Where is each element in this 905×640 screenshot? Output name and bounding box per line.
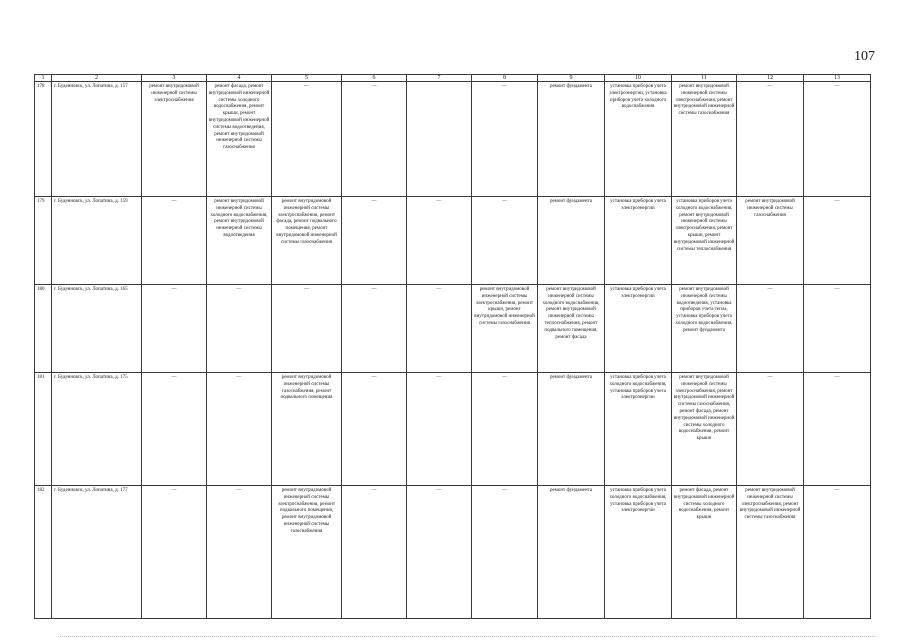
works-cell: — — [342, 373, 407, 486]
works-cell: ремонт фундамента — [538, 197, 605, 285]
works-cell: ремонт внутридомовой инженерной системы электроснабжения, ремонт крыши, ремонт внутридомовой инженерной системы газоснабжения — [472, 285, 538, 373]
works-cell — [407, 82, 472, 197]
works-cell: установка приборов учета электроэнергии, установка приборов учета холодного водоснабжения — [605, 82, 672, 197]
header-row — [35, 75, 871, 82]
header-cell: 1 — [35, 75, 52, 82]
works-cell: ремонт внутридомовой инженерной системы электроснабжения, ремонт внутридомовой инженерной системы газоснабжения — [737, 486, 804, 619]
header-cell: 11 — [672, 75, 737, 82]
works-cell: ремонт внутридомовой инженерной системы электроснабжения, ремонт фасада, ремонт подвального помещения, ремонт внутридомовой инженерной системы газоснабжения — [272, 197, 342, 285]
table-row — [35, 82, 871, 197]
works-cell: — — [804, 82, 871, 197]
address-cell: г. Буденновск, ул. Лопатина, д. 165 — [52, 285, 142, 373]
header-cell: 9 — [538, 75, 605, 82]
works-cell: ремонт внутридомовой инженерной системы холодного водоснабжения, ремонт внутридомовой инженерной системы теплоснабжения, ремонт подвального помещения, ремонт фасада — [538, 285, 605, 373]
works-cell: ремонт внутридомовой инженерной системы электроснабжения, ремонт внутридомовой инженерной системы газоснабжения — [672, 82, 737, 197]
works-cell: ремонт внутридомовой инженерной системы газоснабжения — [737, 197, 804, 285]
works-cell: — — [272, 82, 342, 197]
works-cell: — — [342, 285, 407, 373]
address-cell: г. Буденновск, ул. Лопатина, д. 157 — [52, 82, 142, 197]
works-cell: установка приборов учета электроэнергии — [605, 285, 672, 373]
works-cell: ремонт внутридомовой инженерной системы холодного водоснабжения, ремонт внутридомовой инженерной системы водоотведения — [207, 197, 272, 285]
works-cell: — — [342, 82, 407, 197]
works-cell: ремонт фасада, ремонт внутридомовой инженерной системы холодного водоснабжения, ремонт крыши — [672, 486, 737, 619]
works-cell: ремонт внутридомовой инженерной системы электроснабжения, ремонт подвального помещения, ремонт внутридомовой инженерной системы газоснабжения — [272, 486, 342, 619]
header-cell: 8 — [472, 75, 538, 82]
header-cell: 2 — [52, 75, 142, 82]
works-cell: — — [142, 197, 207, 285]
works-cell: — — [142, 486, 207, 619]
works-cell: — — [472, 82, 538, 197]
row-number: 180 — [35, 285, 52, 373]
works-cell: — — [804, 285, 871, 373]
works-cell: — — [472, 373, 538, 486]
works-cell: ремонт внутридомовой инженерной системы электроснабжения, ремонт внутридомовой инженерной системы газоснабжения, ремонт фасада, ремонт внутридомовой инженерной системы холодного водоснабжения, ремонт крыши — [672, 373, 737, 486]
header-cell: 10 — [605, 75, 672, 82]
works-cell: установка приборов учета электроэнергии — [605, 197, 672, 285]
works-cell: — — [207, 285, 272, 373]
address-cell: г. Буденновск, ул. Лопатина, д. 159 — [52, 197, 142, 285]
works-cell: — — [737, 373, 804, 486]
works-cell: — — [207, 373, 272, 486]
works-cell: — — [407, 197, 472, 285]
works-cell: установка приборов учета холодного водоснабжения, ремонт внутридомовой инженерной системы электроснабжения, ремонт крыши, ремонт внутридомовой инженерной системы теплоснабжения — [672, 197, 737, 285]
repair-schedule-table — [34, 74, 871, 619]
scan-artifact-line — [60, 636, 875, 637]
works-cell: — — [207, 486, 272, 619]
table-row — [35, 197, 871, 285]
works-cell: — — [472, 197, 538, 285]
works-cell: — — [272, 285, 342, 373]
works-cell: ремонт внутридомовой инженерной системы электроснабжения — [142, 82, 207, 197]
works-cell: — — [342, 197, 407, 285]
works-cell: — — [804, 373, 871, 486]
works-cell: — — [737, 82, 804, 197]
works-cell: ремонт фасада, ремонт внутридомовой инженерной системы холодного водоснабжения, ремонт крыши, ремонт внутридомовой инженерной системы водоотведения, ремонт внутридомовой инженерной системы газоснабжения — [207, 82, 272, 197]
works-cell: — — [804, 486, 871, 619]
works-cell: — — [142, 285, 207, 373]
works-cell: ремонт фундамента — [538, 486, 605, 619]
works-cell: установка приборов учета холодного водоснабжения, установка приборов учета электроэнергии — [605, 373, 672, 486]
table-row — [35, 285, 871, 373]
works-cell: — — [407, 373, 472, 486]
address-cell: г. Буденновск, ул. Лопатина, д. 177 — [52, 486, 142, 619]
table-row — [35, 486, 871, 619]
works-cell: ремонт внутридомовой инженерной системы газоснабжения, ремонт подвального помещения — [272, 373, 342, 486]
header-cell: 6 — [342, 75, 407, 82]
header-cell: 4 — [207, 75, 272, 82]
header-cell: 13 — [804, 75, 871, 82]
works-cell: — — [737, 285, 804, 373]
table-row — [35, 373, 871, 486]
page-number: 107 — [854, 49, 875, 64]
works-cell: — — [407, 486, 472, 619]
works-cell: — — [142, 373, 207, 486]
works-cell: — — [472, 486, 538, 619]
row-number: 179 — [35, 197, 52, 285]
row-number: 182 — [35, 486, 52, 619]
works-cell: — — [342, 486, 407, 619]
address-cell: г. Буденновск, ул. Лопатина, д. 175 — [52, 373, 142, 486]
works-cell: ремонт внутридомовой инженерной системы водоотведения, установка приборов учета тепла, установка приборов учета холодного водоснабжения, ремонт фундамента — [672, 285, 737, 373]
row-number: 181 — [35, 373, 52, 486]
works-cell: — — [804, 197, 871, 285]
works-cell: — — [407, 285, 472, 373]
row-number: 178 — [35, 82, 52, 197]
works-cell: ремонт фундамента — [538, 373, 605, 486]
header-cell: 3 — [142, 75, 207, 82]
header-cell: 5 — [272, 75, 342, 82]
header-cell: 7 — [407, 75, 472, 82]
works-cell: установка приборов учета холодного водоснабжения, установка приборов учета электроэнергии — [605, 486, 672, 619]
header-cell: 12 — [737, 75, 804, 82]
works-cell: ремонт фундамента — [538, 82, 605, 197]
